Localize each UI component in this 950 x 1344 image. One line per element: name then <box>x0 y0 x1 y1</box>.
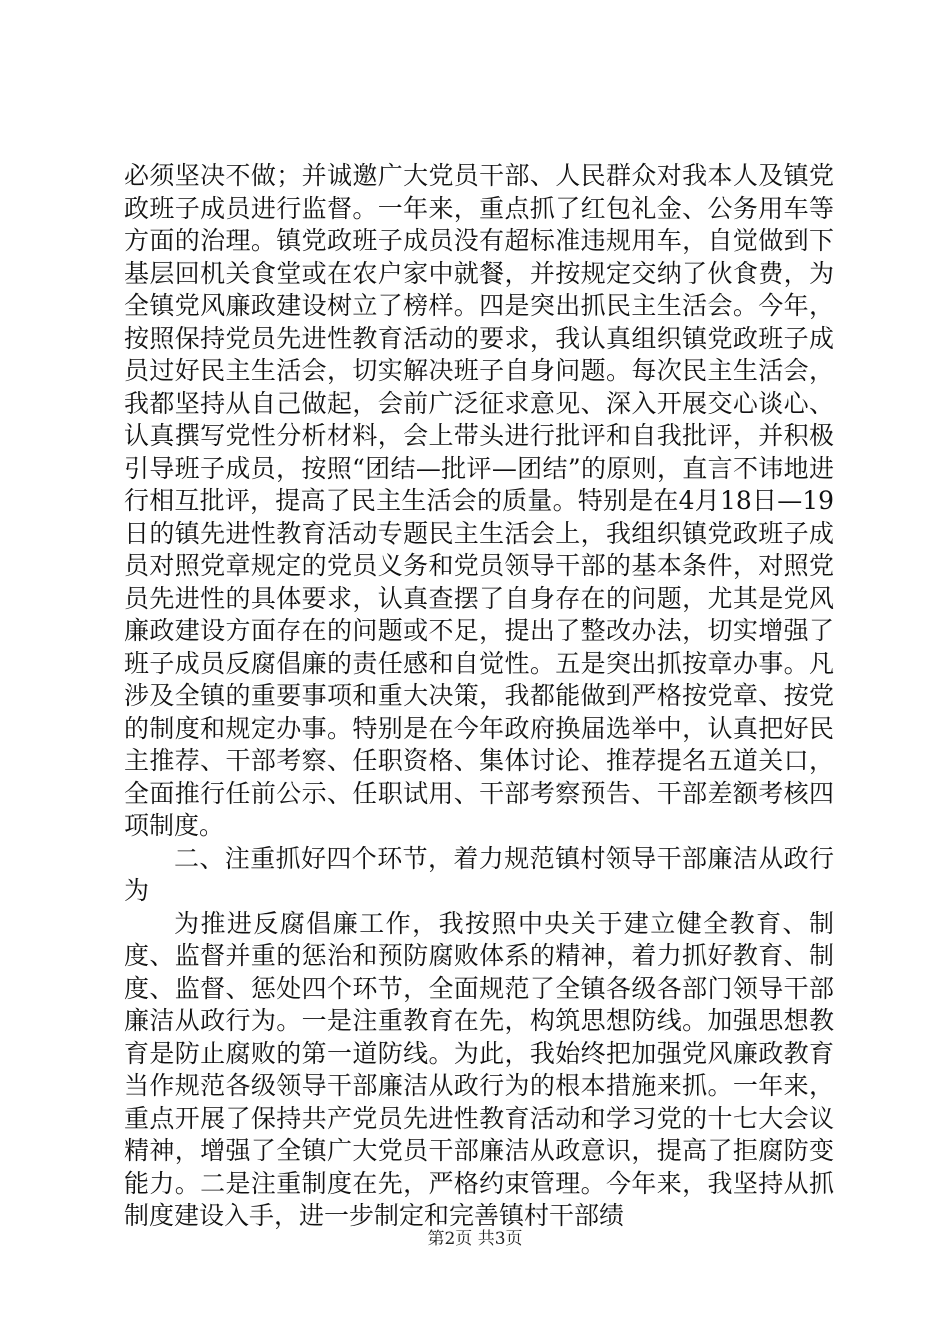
page-footer: 第2页 共3页 <box>427 1229 523 1249</box>
paragraph-3: 为推进反腐倡廉工作，我按照中央关于建立健全教育、制度、监督并重的惩治和预防腐败体系的精神，着力抓好教育、制度、监督、惩处四个环节，全面规范了全镇各级各部门领导干部廉洁从政行为。一是注重教育在先，构筑思想防线。加强思想教育是防止腐败的第一道防线。为此，我始终把加强党风廉政教育当作规范各级领导干部廉洁从政行为的根本措施来抓。一年来，重点开展了保持共产党员先进性教育活动和学习党的十七大会议精神，增强了全镇广大党员干部廉洁从政意识，提高了拒腐防变能力。二是注重制度在先，严格约束管理。今年来，我坚持从抓制度建设入手，进一步制定和完善镇村干部绩 <box>124 908 834 1230</box>
paragraph-1: 必须坚决不做；并诚邀广大党员干部、人民群众对我本人及镇党政班子成员进行监督。一年来，重点抓了红包礼金、公务用车等方面的治理。镇党政班子成员没有超标准违规用车，自觉做到下基层回机关食堂或在农户家中就餐，并按规定交纳了伙食费，为全镇党风廉政建设树立了榜样。四是突出抓民主生活会。今年，按照保持党员先进性教育活动的要求，我认真组织镇党政班子成员过好民主生活会，切实解决班子自身问题。每次民主生活会，我都坚持从自己做起，会前广泛征求意见、深入开展交心谈心、认真撰写党性分析材料，会上带头进行批评和自我批评，并积极引导班子成员，按照“团结—批评—团结”的原则，直言不讳地进行相互批评，提高了民主生活会的质量。特别是在4月18日—19日的镇先进性教育活动专题民主生活会上，我组织镇党政班子成员对照党章规定的党员义务和党员领导干部的基本条件，对照党员先进性的具体要求，认真查摆了自身存在的问题，尤其是党风廉政建设方面存在的问题或不足，提出了整改办法，切实增强了班子成员反腐倡廉的责任感和自觉性。五是突出抓按章办事。凡涉及全镇的重要事项和重大决策，我都能做到严格按党章、按党的制度和规定办事。特别是在今年政府换届选举中，认真把好民主推荐、干部考察、任职资格、集体讨论、推荐提名五道关口，全面推行任前公示、任职试用、干部考察预告、干部差额考核四项制度。 <box>124 161 834 840</box>
section-heading-2: 二、注重抓好四个环节，着力规范镇村领导干部廉洁从政行为 <box>124 843 834 905</box>
document-body <box>124 160 834 1233</box>
